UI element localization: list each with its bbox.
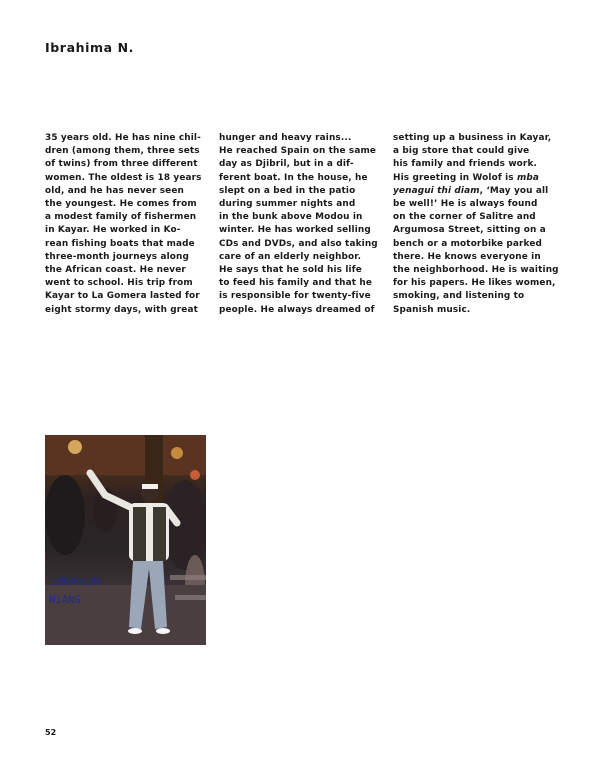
text-line: dren (among them, three sets xyxy=(45,146,200,157)
handwritten-line: iBRAHiMA xyxy=(50,576,103,588)
photo-scene xyxy=(45,435,206,645)
photo-crowd xyxy=(163,480,206,570)
page-number: 52 xyxy=(45,728,57,737)
wolof-greeting-italic: yenagui thi diam xyxy=(393,185,480,196)
text-line: old, and he has never seen xyxy=(45,185,184,196)
text-line: during summer nights and xyxy=(219,199,356,210)
text-line: in the bunk above Modou in xyxy=(219,212,363,223)
text-line: 35 years old. He has nine chil- xyxy=(45,133,201,143)
text-column-3 xyxy=(393,132,565,317)
text-line: a modest family of fishermen xyxy=(45,212,197,223)
photo-person-vest xyxy=(133,507,146,561)
text-line: setting up a business in Kayar, xyxy=(393,133,552,143)
photo-person-cap xyxy=(142,484,158,489)
photo-crosswalk xyxy=(175,595,206,600)
photo-person-shoe xyxy=(156,628,170,634)
text-line: to feed his family and that he xyxy=(219,278,373,289)
text-column-1 xyxy=(45,132,217,317)
page-title: Ibrahima N. xyxy=(45,40,135,55)
photo-light xyxy=(171,447,183,459)
photo-crowd xyxy=(45,475,85,555)
photo-person-shoe xyxy=(128,628,142,634)
portrait-photo xyxy=(45,435,206,645)
text-line xyxy=(393,185,565,198)
text-line: there. He knows everyone in xyxy=(393,251,541,262)
text-line xyxy=(393,172,565,185)
text-line: hunger and heavy rains... xyxy=(219,133,352,143)
text-line: slept on a bed in the patio xyxy=(219,185,356,196)
text-line: He reached Spain on the same xyxy=(219,146,377,157)
text-line: smoking, and listening to xyxy=(393,291,525,302)
text-line: bench or a motorbike parked xyxy=(393,238,543,249)
text-line: care of an elderly neighbor. xyxy=(219,251,362,262)
text-line: the youngest. He comes from xyxy=(45,199,197,210)
text-line: the African coast. He never xyxy=(45,265,186,276)
wolof-greeting-italic: mba xyxy=(516,172,539,183)
text-line: is responsible for twenty-five xyxy=(219,291,371,302)
text-line: winter. He has worked selling xyxy=(219,225,371,236)
text-line: eight stormy days, with great xyxy=(45,304,199,315)
text-line: on the corner of Salitre and xyxy=(393,212,536,223)
text-line: three-month journeys along xyxy=(45,251,190,262)
photo-crosswalk xyxy=(170,575,206,580)
photo-light xyxy=(68,440,82,454)
handwritten-line: NiANG xyxy=(48,594,82,606)
text-line: He says that he sold his life xyxy=(219,265,362,276)
photo-light xyxy=(190,470,200,480)
text-line: in Kayar. He worked in Ko- xyxy=(45,225,181,236)
text-line: women. The oldest is 18 years xyxy=(45,172,202,183)
text-line: a big store that could give xyxy=(393,146,530,157)
text-line: people. He always dreamed of xyxy=(219,304,375,315)
handwritten-name xyxy=(48,573,102,609)
text-line: Kayar to La Gomera lasted for xyxy=(45,291,200,302)
text-line: for his papers. He likes women, xyxy=(393,278,556,289)
text-line: day as Djibril, but in a dif- xyxy=(219,159,354,170)
text-line: the neighborhood. He is waiting xyxy=(393,265,559,276)
text-line: went to school. His trip from xyxy=(45,278,193,289)
text-segment: , ‘May you all xyxy=(479,185,549,196)
text-line: Argumosa Street, sitting on a xyxy=(393,225,546,236)
text-line: rean fishing boats that made xyxy=(45,238,195,249)
text-line: Spanish music. xyxy=(393,304,471,315)
text-segment: His greeting in Wolof is xyxy=(393,172,517,183)
text-line: CDs and DVDs, and also taking xyxy=(219,238,378,249)
text-line: his family and friends work. xyxy=(393,159,538,170)
photo-person-vest xyxy=(153,507,166,561)
text-line: ferent boat. In the house, he xyxy=(219,172,368,183)
text-line: of twins) from three different xyxy=(45,159,198,170)
text-line: be well!’ He is always found xyxy=(393,199,538,210)
text-column-2 xyxy=(219,132,391,317)
